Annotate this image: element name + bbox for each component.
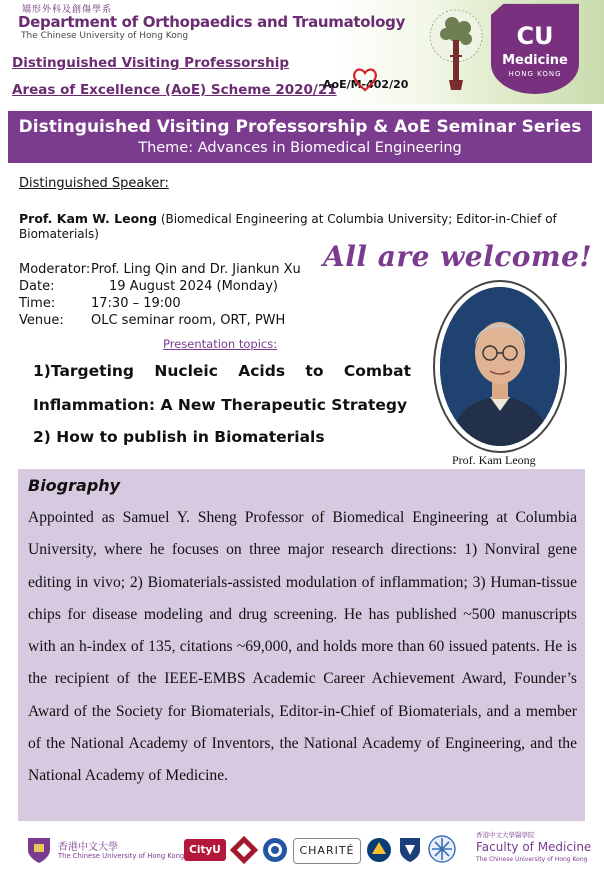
university-seal-icon [262, 836, 288, 864]
scheme-line-1: Distinguished Visiting Professorship [12, 55, 289, 71]
department-name: Department of Orthopaedics and Traumatology [18, 13, 406, 31]
detail-row-moderator [19, 262, 301, 277]
department-chinese-name: 矯形外科及創傷學系 [22, 5, 113, 15]
speaker-block [19, 211, 594, 242]
speaker-photo [440, 287, 560, 446]
cu-badge-hongkong: HONG KONG [508, 70, 562, 78]
seminar-title: Distinguished Visiting Professorship & AoE Seminar Series [18, 117, 582, 137]
cu-medicine-logo [491, 2, 579, 94]
cuhk-crest-icon [26, 836, 52, 864]
biography-title: Biography [28, 476, 121, 495]
cuhk-chinese-name: 香港中文大學 [58, 842, 118, 853]
title-banner [8, 111, 592, 163]
speaker-affiliation: (Biomedical Engineering at Columbia University; Editor-in-Chief of Biomaterials) [19, 212, 557, 241]
detail-value: Prof. Ling Qin and Dr. Jiankun Xu [91, 262, 301, 277]
shield-icon [398, 836, 422, 864]
detail-row-time [19, 296, 181, 311]
detail-key: Moderator: [19, 262, 91, 277]
cityu-logo-text: CityU [189, 844, 221, 856]
cuhk-english-name: The Chinese University of Hong Kong [58, 852, 185, 860]
aoe-logo-text: AoE/M-402/20 [323, 78, 409, 91]
speaker-portrait-icon [440, 287, 560, 446]
photo-caption: Prof. Kam Leong [452, 453, 536, 467]
partner-logo-strip [0, 826, 604, 872]
distinguished-speaker-label: Distinguished Speaker: [19, 176, 169, 191]
welcome-message: All are welcome! [323, 240, 593, 273]
seminar-theme: Theme: Advances in Biomedical Engineering [138, 140, 462, 156]
fom-chinese-name: 香港中文大學醫學院 [476, 831, 535, 839]
detail-row-date [19, 279, 278, 294]
biography-text: Appointed as Samuel Y. Sheng Professor of Biomedical Engineering at Columbia University, where he focuses on three major research directions: 1) Nonviral gene editing in vivo; 2) Biomaterials-assisted modulation of inflammation; 3) Human-tissue chips for disease modeling and drug screening. He has published ~500 manuscripts with an h-index of 135, citations ~69,000, and holds more than 60 issued patents. He is the recipient of the IEEE-EMBS Academic Career Achievement Award, Founder’s Award of the Society for Biomaterials, Editor-in-Chief of Biomaterials, and a member of the National Academy of Inventors, the National Academy of Engineering, and the National Academy of Medicine. [28, 509, 577, 785]
hkpolyu-logo-icon [230, 836, 258, 864]
cityu-logo [184, 839, 226, 861]
snowflake-emblem-icon [428, 834, 456, 864]
charite-logo [293, 838, 361, 864]
detail-key: Date: [19, 279, 55, 294]
topic-1-line-1: 1)Targeting Nucleic Acids to Combat [33, 362, 411, 380]
charite-logo-text: CHARITÉ [299, 844, 355, 857]
detail-key: Venue: [19, 313, 64, 328]
cu-badge-medicine: Medicine [502, 53, 568, 68]
detail-key: Time: [19, 296, 56, 311]
university-name: The Chinese University of Hong Kong [21, 31, 189, 41]
detail-value: OLC seminar room, ORT, PWH [91, 313, 286, 328]
detail-value: 19 August 2024 (Monday) [109, 279, 278, 294]
topic-2: 2) How to publish in Biomaterials [33, 428, 325, 446]
scheme-line-2: Areas of Excellence (AoE) Scheme 2020/21 [12, 82, 337, 98]
presentation-topics-label: Presentation topics: [163, 337, 278, 351]
cu-badge-cu: CU [516, 22, 554, 50]
institution-emblem-icon [366, 836, 392, 864]
detail-value: 17:30 – 19:00 [91, 296, 181, 311]
speaker-name: Prof. Kam W. Leong [19, 211, 158, 226]
topic-1-line-2: Inflammation: A New Therapeutic Strategy [33, 396, 408, 414]
aoe-heart-icon [350, 66, 380, 92]
fom-subtitle: The Chinese University of Hong Kong [476, 856, 588, 863]
ort-tree-logo [416, 6, 488, 96]
fom-title: Faculty of Medicine [476, 840, 592, 854]
detail-row-venue [19, 313, 285, 328]
